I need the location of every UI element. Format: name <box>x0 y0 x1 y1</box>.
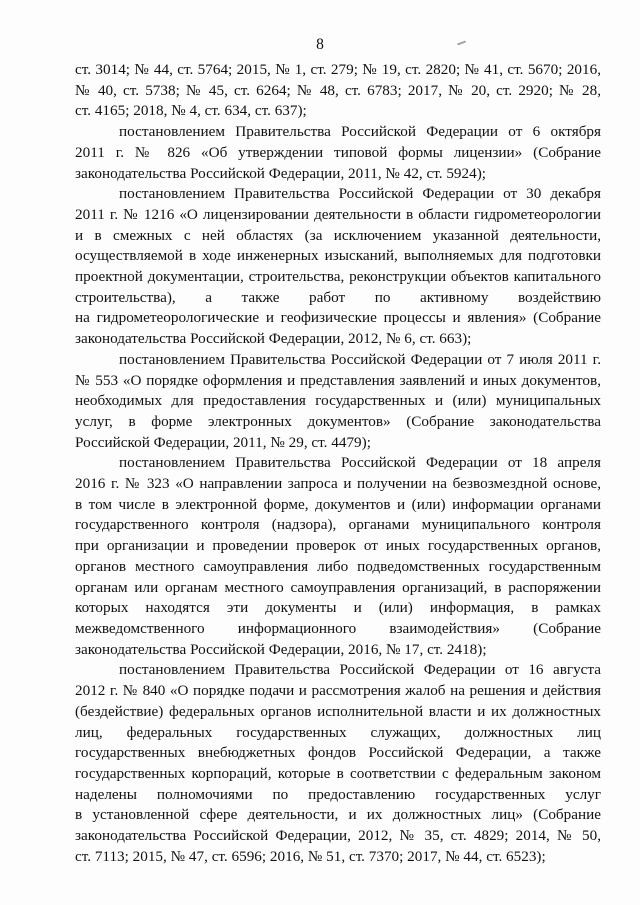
document-body <box>75 60 601 867</box>
text-line: 2012 г. № 840 «О порядке подачи и рассмотрения жалоб на решения и действия <box>75 682 601 700</box>
text-line: ст. 7113; 2015, № 47, ст. 6596; 2016, № 51, ст. 7370; 2017, № 44, ст. 6523); <box>75 847 546 865</box>
text-line: постановлением Правительства Российской Федерации от 30 декабря <box>119 185 601 203</box>
text-line: постановлением Правительства Российской Федерации от 16 августа <box>119 661 601 679</box>
text-line: № 553 «О порядке оформления и представления заявлений и иных документов, <box>75 371 601 389</box>
text-line: ст. 4165; 2018, № 4, ст. 634, ст. 637); <box>75 102 307 120</box>
text-line: межведомственного информационного взаимодействия» (Собрание <box>75 619 601 637</box>
text-line: наделены полномочиями по предоставлению государственных услуг <box>75 785 601 803</box>
text-line: необходимых для предоставления государственных и (или) муниципальных <box>75 392 601 410</box>
text-line: постановлением Правительства Российской Федерации от 18 апреля <box>119 454 601 472</box>
paragraph <box>75 184 601 350</box>
text-line: 2011 г. № 1216 «О лицензировании деятельности в области гидрометеорологии <box>75 205 601 223</box>
text-line: при организации и проведении проверок от иных государственных органов, <box>75 537 601 555</box>
text-line: органов местного самоуправления либо подведомственных государственным <box>75 557 601 575</box>
text-line: законодательства Российской Федерации, 2016, № 17, ст. 2418); <box>75 640 487 658</box>
text-line: постановлением Правительства Российской Федерации от 7 июля 2011 г. <box>119 350 601 368</box>
text-line: государственных корпораций, которые в соответствии с федеральным законом <box>75 764 601 782</box>
text-line: законодательства Российской Федерации, 2012, № 35, ст. 4829; 2014, № 50, <box>75 827 601 845</box>
paragraph <box>75 660 601 867</box>
text-line: которых находятся эти документы и (или) информация, в рамках <box>75 599 601 617</box>
text-line: 2011 г. № 826 «Об утверждении типовой формы лицензии» (Собрание <box>75 143 601 161</box>
text-line: лиц, федеральных государственных служащих, должностных лиц <box>75 723 601 741</box>
paragraph <box>75 60 601 122</box>
text-line: органам или органам местного самоуправления организаций, в распоряжении <box>75 578 601 596</box>
text-line: законодательства Российской Федерации, 2012, № 6, ст. 663); <box>75 330 472 348</box>
text-line: осуществляемой в ходе инженерных изысканий, выполняемых для подготовки <box>75 247 601 265</box>
text-line: государственного контроля (надзора), органами муниципального контроля <box>75 516 601 534</box>
paragraph <box>75 453 601 660</box>
text-line: ст. 3014; № 44, ст. 5764; 2015, № 1, ст. 279; № 19, ст. 2820; № 41, ст. 5670; 2016, <box>75 61 601 78</box>
text-line: № 40, ст. 5738; № 45, ст. 6264; № 48, ст. 6783; 2017, № 20, ст. 2920; № 28, <box>75 81 601 99</box>
paragraph <box>75 350 601 454</box>
text-line: в том числе в электронной форме, документов и (или) информации органами <box>75 495 601 513</box>
text-line: на гидрометеорологические и геофизические процессы и явления» (Собрание <box>75 309 601 327</box>
text-line: в установленной сфере деятельности, и их должностных лиц» (Собрание <box>75 806 601 824</box>
page-number: 8 <box>316 36 324 53</box>
text-line: услуг, в форме электронных документов» (Собрание законодательства <box>75 412 601 430</box>
text-line: и в смежных с ней областях (за исключением указанной деятельности, <box>75 226 601 244</box>
text-line: законодательства Российской Федерации, 2011, № 42, ст. 5924); <box>75 164 486 182</box>
text-line: 2016 г. № 323 «О направлении запроса и получении на безвозмездной основе, <box>75 475 601 493</box>
text-line: (бездействие) федеральных органов исполнительной власти и их должностных <box>75 702 601 720</box>
text-line: Российской Федерации, 2011, № 29, ст. 4479); <box>75 433 371 451</box>
paragraph <box>75 122 601 184</box>
text-line: постановлением Правительства Российской Федерации от 6 октября <box>119 123 601 141</box>
text-line: строительства), а также работ по активному воздействию <box>75 288 601 306</box>
text-line: проектной документации, строительства, реконструкции объектов капитального <box>75 268 601 286</box>
text-line: государственных внебюджетных фондов Российской Федерации, а также <box>75 744 601 762</box>
